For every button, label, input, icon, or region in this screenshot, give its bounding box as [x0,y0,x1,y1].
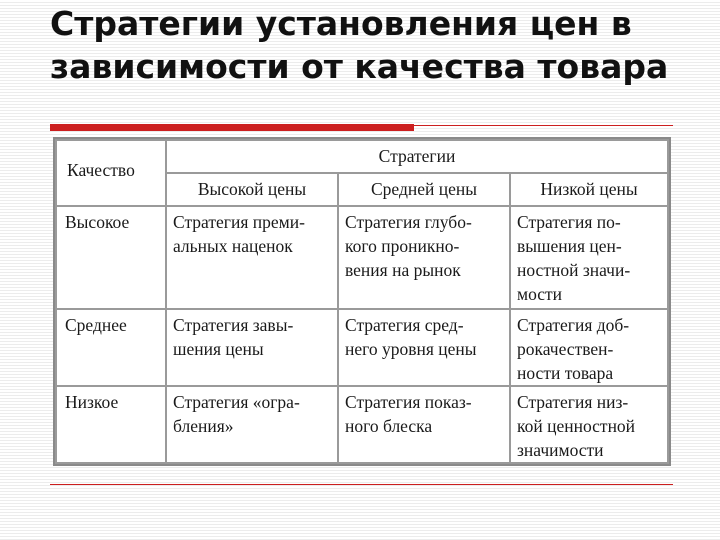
quality-column-header: Качество [56,140,166,206]
title-underline-accent [50,124,414,131]
cell-text: Стратегия низ- кой ценностной значимости [517,392,636,460]
column-header-medium-price: Средней цены [338,173,510,206]
strategies-group-header: Стратегии [166,140,668,173]
cell-text: Стратегия по- вышения цен- ностной значи- мости [517,212,631,304]
cell-text: Стратегия глубо- кого проникно- вения на рынок [345,212,472,280]
row-quality-label: Высокое [56,206,166,309]
cell-text: Стратегия «огра- бления» [173,392,300,436]
row-quality-label: Среднее [56,309,166,386]
table-cell [338,206,510,309]
table-row [56,386,668,463]
cell-text: Стратегия показ- ного блеска [345,392,472,436]
cell-text: Стратегия доб- рокачествен- ности товара [517,315,630,383]
table-header-row [56,140,668,173]
slide-title: Стратегии установления цен в зависимости от качества товара [50,4,669,86]
table-row [56,206,668,309]
pricing-strategies-table-frame [53,137,671,466]
table-cell [338,386,510,463]
cell-text: Стратегия преми- альных наценок [173,212,305,256]
table-cell [510,309,668,386]
bottom-rule [50,484,673,485]
column-header-high-price: Высокой цены [166,173,338,206]
table-cell [166,309,338,386]
table-cell [510,206,668,309]
row-quality-label: Низкое [56,386,166,463]
cell-text: Стратегия сред- него уровня цены [345,315,477,359]
cell-text: Стратегия завы- шения цены [173,315,294,359]
table-cell [166,386,338,463]
table-cell [338,309,510,386]
table-cell [510,386,668,463]
column-header-low-price: Низкой цены [510,173,668,206]
pricing-strategies-table [55,139,669,464]
table-cell [166,206,338,309]
table-row [56,309,668,386]
